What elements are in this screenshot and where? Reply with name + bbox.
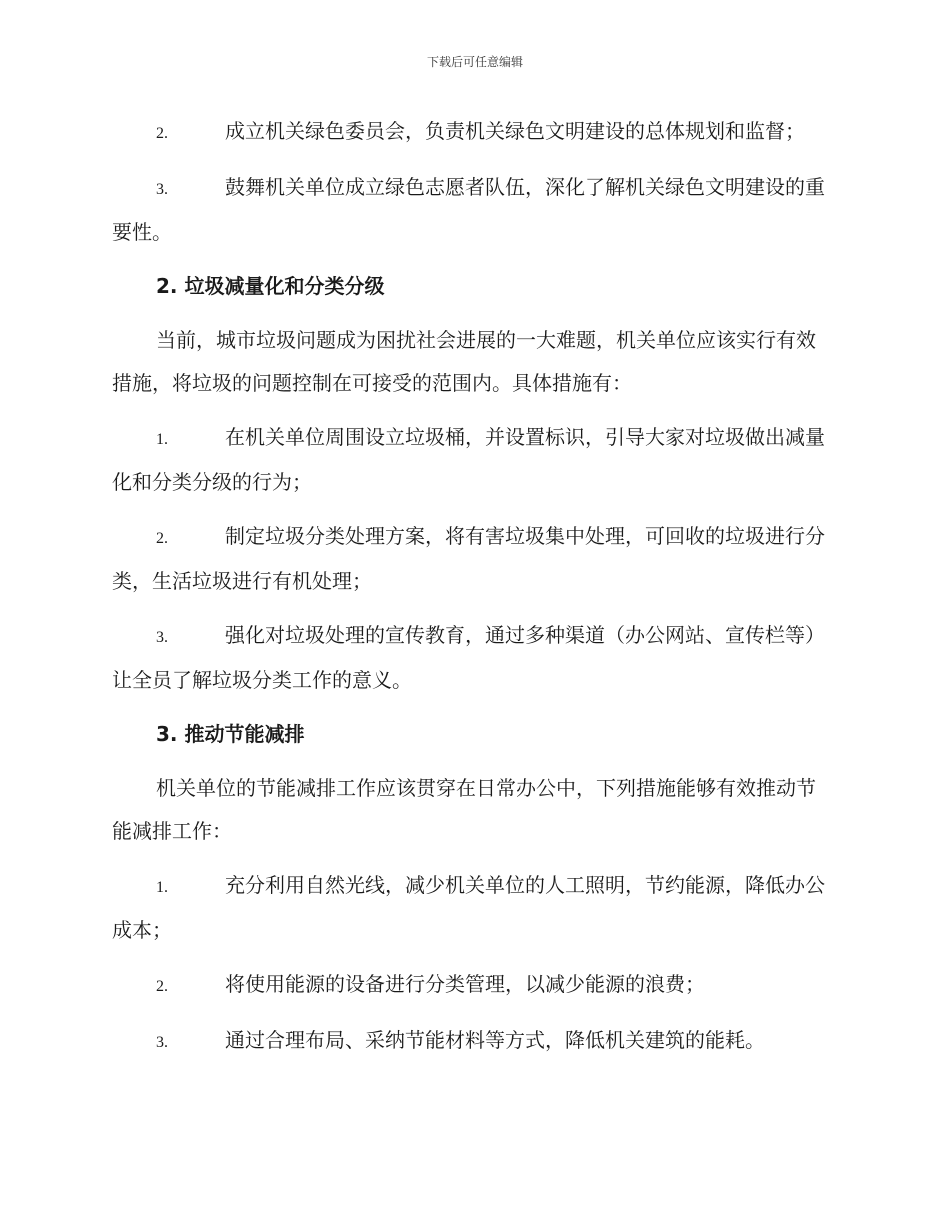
list-item xyxy=(112,110,834,155)
document-body xyxy=(112,110,834,1075)
list-item xyxy=(112,614,834,702)
list-number: 1. xyxy=(156,431,168,448)
list-number: 3. xyxy=(156,181,168,198)
list-number: 3. xyxy=(156,1034,168,1051)
paragraph: 当前，城市垃圾问题成为困扰社会进展的一大难题，机关单位应该实行有效措施，将垃圾的问题控制在可接受的范围内。具体措施有： xyxy=(112,328,816,395)
list-number: 1. xyxy=(156,879,168,896)
list-item xyxy=(112,864,834,952)
list-text: 鼓舞机关单位成立绿色志愿者队伍，深化了解机关绿色文明建设的重要性。 xyxy=(112,175,825,244)
list-number: 2. xyxy=(156,530,168,547)
list-text: 将使用能源的设备进行分类管理，以减少能源的浪费； xyxy=(225,972,705,996)
list-item xyxy=(112,1019,834,1064)
list-text: 在机关单位周围设立垃圾桶，并设置标识，引导大家对垃圾做出减量化和分类分级的行为； xyxy=(112,425,825,494)
list-item xyxy=(112,166,834,254)
list-text: 充分利用自然光线，减少机关单位的人工照明，节约能源，降低办公成本； xyxy=(112,873,825,942)
list-text: 通过合理布局、采纳节能材料等方式，降低机关建筑的能耗。 xyxy=(225,1028,765,1052)
list-number: 2. xyxy=(156,125,168,142)
list-number: 3. xyxy=(156,629,168,646)
list-text: 制定垃圾分类处理方案，将有害垃圾集中处理，可回收的垃圾进行分类，生活垃圾进行有机处理； xyxy=(112,524,825,593)
section-heading: 2. 垃圾减量化和分类分级 xyxy=(156,274,385,298)
list-item xyxy=(112,515,834,603)
list-item xyxy=(112,963,834,1008)
list-text: 强化对垃圾处理的宣传教育，通过多种渠道（办公网站、宣传栏等）让全员了解垃圾分类工作的意义。 xyxy=(112,623,825,692)
list-number: 2. xyxy=(156,978,168,995)
page-header: 下载后可任意编辑 xyxy=(426,55,523,69)
section-heading: 3. 推动节能减排 xyxy=(156,722,305,746)
list-text: 成立机关绿色委员会，负责机关绿色文明建设的总体规划和监督； xyxy=(225,119,805,143)
list-item xyxy=(112,416,834,504)
paragraph: 机关单位的节能减排工作应该贯穿在日常办公中，下列措施能够有效推动节能减排工作： xyxy=(112,776,816,843)
